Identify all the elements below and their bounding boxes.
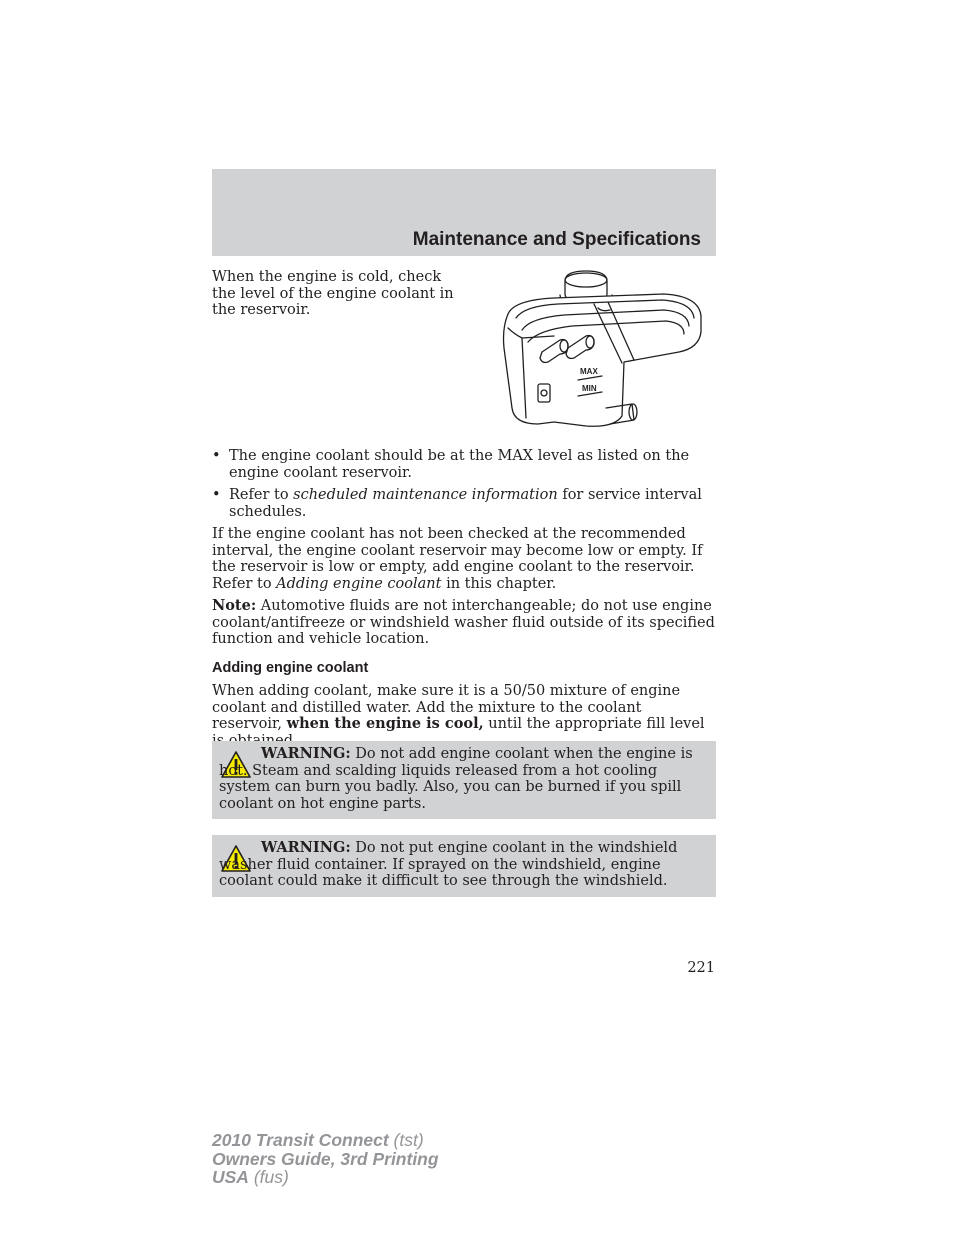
cross-reference: scheduled maintenance information bbox=[293, 487, 558, 503]
warning-box bbox=[212, 741, 716, 819]
check-paragraph: If the engine coolant has not been checked at the recommended interval, the engine coolant reservoir may become low or empty. If the reservoir is low or empty, add engine coolant to the reservoir. Refer to Adding engine coolant in this chapter. bbox=[212, 526, 703, 592]
warning-text: WARNING: Do not add engine coolant when the engine is hot. Steam and scalding liquids released from a hot cooling system can burn you badly. Also, you can be burned if you spill coolant on hot engine parts. bbox=[219, 745, 693, 812]
subheading: Adding engine coolant bbox=[212, 660, 369, 676]
warning-box bbox=[212, 835, 716, 897]
cross-reference: Adding engine coolant bbox=[276, 575, 442, 592]
min-label: MIN bbox=[582, 384, 597, 393]
coolant-reservoir-illustration bbox=[494, 268, 708, 432]
bullet-item bbox=[212, 448, 716, 481]
intro-paragraph: When the engine is cold, check the level of the engine coolant in the reservoir. bbox=[212, 269, 454, 318]
bullet-text: Refer to scheduled maintenance information for service interval schedules. bbox=[229, 487, 702, 520]
document-footer: 2010 Transit Connect (tst) Owners Guide, 3rd Printing USA (fus) bbox=[212, 1130, 439, 1187]
bullet-mark: • bbox=[212, 487, 221, 503]
warning-text: WARNING: Do not put engine coolant in the windshield washer fluid container. If sprayed on the windshield, engine coolant could make it difficult to see through the windshield. bbox=[219, 839, 678, 889]
note-paragraph: Note: Automotive fluids are not interchangeable; do not use engine coolant/antifreeze or windshield washer fluid outside of its specified function and vehicle location. bbox=[212, 597, 715, 647]
note-label: Note: bbox=[212, 597, 257, 614]
bullet-mark: • bbox=[212, 448, 221, 464]
section-title: Maintenance and Specifications bbox=[412, 229, 701, 250]
max-label: MAX bbox=[580, 367, 598, 376]
bullet-item bbox=[212, 487, 716, 520]
bullet-text: The engine coolant should be at the MAX level as listed on the engine coolant reservoir. bbox=[229, 448, 690, 481]
page-number: 221 bbox=[687, 960, 715, 976]
section-header-band bbox=[212, 169, 716, 256]
adding-paragraph: When adding coolant, make sure it is a 50/50 mixture of engine coolant and distilled water. Add the mixture to the coolant reservoir, when the engine is cool, until the appropriate fill level bbox=[212, 683, 705, 732]
